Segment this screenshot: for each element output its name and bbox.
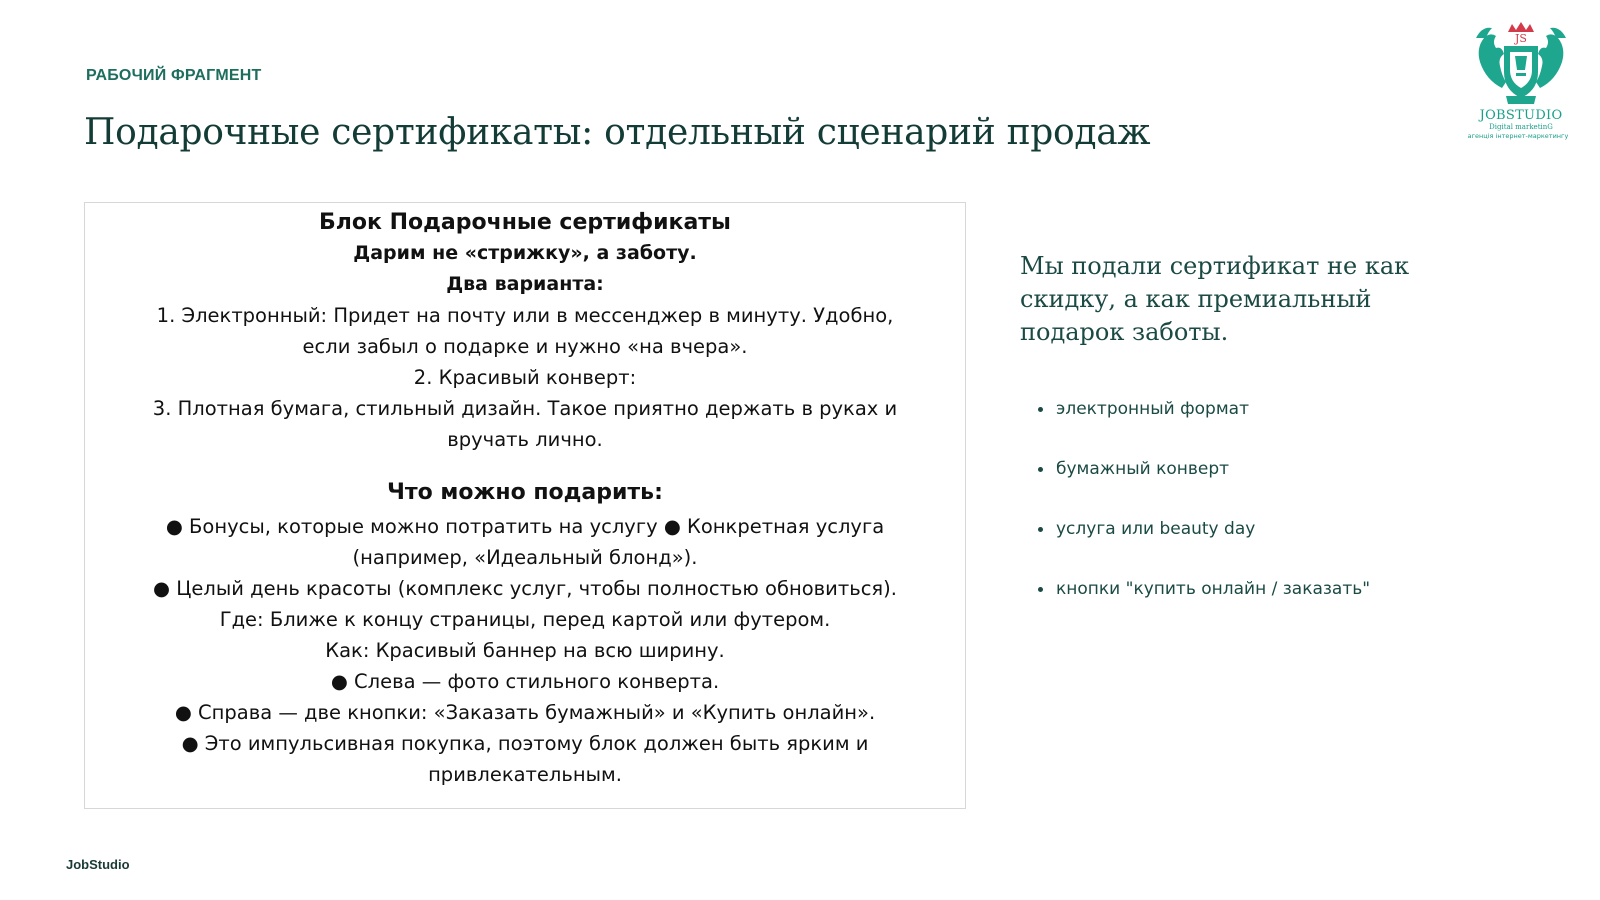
card-heading: Блок Подарочные сертификаты xyxy=(319,210,731,235)
card-line: 2. Красивый конверт: xyxy=(413,366,637,389)
gift-line: Как: Красивый баннер на всю ширину. xyxy=(325,639,725,662)
logo-tagline: Digital marketinG xyxy=(1489,123,1553,131)
bullet-item: услуга или beauty day xyxy=(1036,518,1370,578)
variants-title: Два варианта: xyxy=(446,273,604,295)
svg-text:JS: JS xyxy=(1515,32,1527,45)
gift-line: Где: Ближе к концу страницы, перед картой или футером. xyxy=(219,608,831,631)
gift-line: привлекательным. xyxy=(428,763,622,786)
summary-text: Мы подали сертификат не как скидку, а как премиальный подарок заботы. xyxy=(1020,252,1410,346)
summary-bullets xyxy=(1036,398,1370,638)
card-subheading: Дарим не «стрижку», а заботу. xyxy=(353,242,697,264)
bullet-item: электронный формат xyxy=(1036,398,1370,458)
bullet-item: бумажный конверт xyxy=(1036,458,1370,518)
gift-line: ● Целый день красоты (комплекс услуг, чтобы полностью обновиться). xyxy=(153,577,897,600)
logo-name: JOBSTUDIO xyxy=(1479,108,1563,123)
gift-line: ● Справа — две кнопки: «Заказать бумажный» и «Купить онлайн». xyxy=(174,701,876,724)
gift-title: Что можно подарить: xyxy=(387,480,663,505)
page-title: Подарочные сертификаты: отдельный сценарий продаж xyxy=(84,112,1151,153)
card-line: если забыл о подарке и нужно «на вчера». xyxy=(302,335,748,358)
footer-brand: JobStudio xyxy=(66,857,130,872)
card-line: вручать лично. xyxy=(447,428,603,451)
gift-line: ● Бонусы, которые можно потратить на услугу ● Конкретная услуга xyxy=(165,515,885,538)
crest-icon xyxy=(1466,18,1576,106)
card-line: 1. Электронный: Придет на почту или в мессенджер в минуту. Удобно, xyxy=(156,304,894,327)
card-line: 3. Плотная бумага, стильный дизайн. Такое приятно держать в руках и xyxy=(152,397,898,420)
gift-line: ● Слева — фото стильного конверта. xyxy=(330,670,720,693)
gift-line: ● Это импульсивная покупка, поэтому блок должен быть ярким и xyxy=(181,732,869,755)
bullet-item: кнопки "купить онлайн / заказать" xyxy=(1036,578,1370,638)
gift-line: (например, «Идеальный блонд»). xyxy=(352,546,698,569)
jobstudio-logo xyxy=(1466,18,1576,140)
section-eyebrow: РАБОЧИЙ ФРАГМЕНТ xyxy=(86,67,262,84)
content-card xyxy=(84,202,966,809)
logo-subtitle: агенція інтернет-маркетингу xyxy=(1467,132,1569,140)
